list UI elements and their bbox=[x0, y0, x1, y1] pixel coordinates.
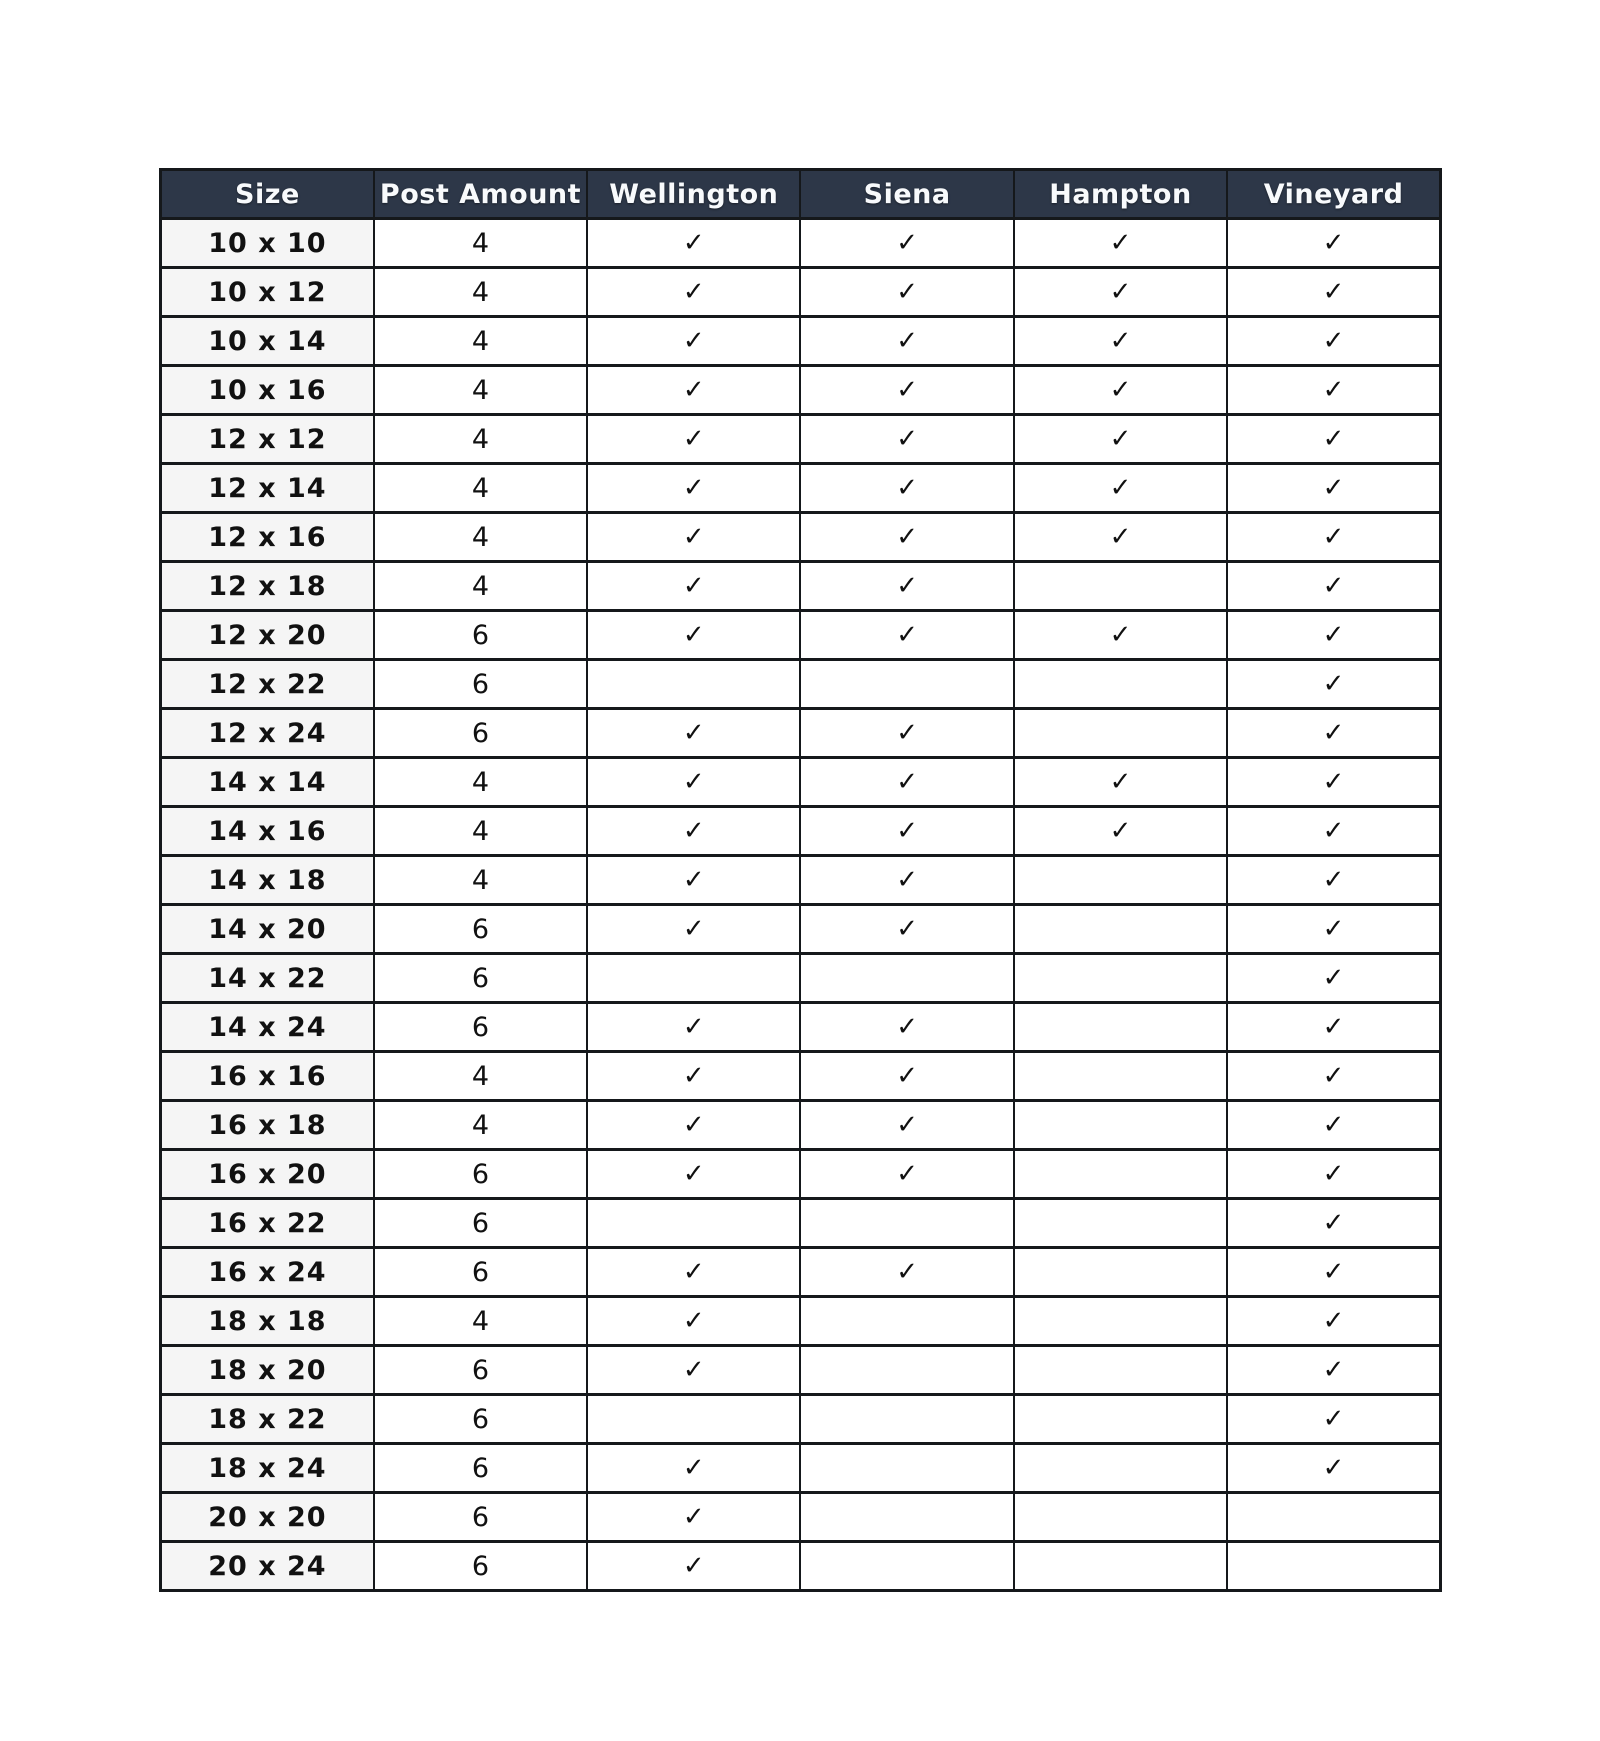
size-cell: 14 x 14 bbox=[161, 758, 374, 807]
siena-availability-cell bbox=[800, 1542, 1013, 1591]
siena-availability-cell bbox=[800, 1444, 1013, 1493]
vineyard-availability-cell: ✓ bbox=[1227, 611, 1440, 660]
hampton-availability-cell bbox=[1014, 562, 1227, 611]
hampton-availability-cell: ✓ bbox=[1014, 513, 1227, 562]
post-amount-cell: 4 bbox=[374, 1052, 587, 1101]
column-header-siena: Siena bbox=[800, 170, 1013, 219]
post-amount-cell: 6 bbox=[374, 1199, 587, 1248]
siena-availability-cell: ✓ bbox=[800, 464, 1013, 513]
vineyard-availability-cell: ✓ bbox=[1227, 807, 1440, 856]
table-row bbox=[161, 1444, 1441, 1493]
siena-availability-cell: ✓ bbox=[800, 758, 1013, 807]
table-body bbox=[161, 219, 1441, 1591]
post-amount-cell: 4 bbox=[374, 219, 587, 268]
vineyard-availability-cell: ✓ bbox=[1227, 1150, 1440, 1199]
vineyard-availability-cell: ✓ bbox=[1227, 758, 1440, 807]
siena-availability-cell bbox=[800, 1395, 1013, 1444]
siena-availability-cell: ✓ bbox=[800, 562, 1013, 611]
table-row bbox=[161, 1395, 1441, 1444]
hampton-availability-cell bbox=[1014, 1297, 1227, 1346]
vineyard-availability-cell: ✓ bbox=[1227, 856, 1440, 905]
table-row bbox=[161, 905, 1441, 954]
table-row bbox=[161, 758, 1441, 807]
size-cell: 12 x 18 bbox=[161, 562, 374, 611]
post-amount-cell: 4 bbox=[374, 562, 587, 611]
vineyard-availability-cell: ✓ bbox=[1227, 219, 1440, 268]
post-amount-cell: 6 bbox=[374, 954, 587, 1003]
column-header-post-amount: Post Amount bbox=[374, 170, 587, 219]
wellington-availability-cell: ✓ bbox=[587, 1493, 800, 1542]
siena-availability-cell: ✓ bbox=[800, 268, 1013, 317]
post-amount-cell: 6 bbox=[374, 1395, 587, 1444]
table-row bbox=[161, 709, 1441, 758]
siena-availability-cell bbox=[800, 1493, 1013, 1542]
wellington-availability-cell: ✓ bbox=[587, 905, 800, 954]
vineyard-availability-cell: ✓ bbox=[1227, 513, 1440, 562]
size-cell: 16 x 22 bbox=[161, 1199, 374, 1248]
vineyard-availability-cell: ✓ bbox=[1227, 709, 1440, 758]
post-amount-cell: 6 bbox=[374, 709, 587, 758]
vineyard-availability-cell: ✓ bbox=[1227, 464, 1440, 513]
vineyard-availability-cell: ✓ bbox=[1227, 562, 1440, 611]
wellington-availability-cell: ✓ bbox=[587, 219, 800, 268]
post-amount-cell: 6 bbox=[374, 660, 587, 709]
size-cell: 12 x 24 bbox=[161, 709, 374, 758]
size-cell: 14 x 24 bbox=[161, 1003, 374, 1052]
size-cell: 20 x 24 bbox=[161, 1542, 374, 1591]
post-amount-cell: 4 bbox=[374, 856, 587, 905]
hampton-availability-cell bbox=[1014, 1395, 1227, 1444]
table-row bbox=[161, 1101, 1441, 1150]
table-header bbox=[161, 170, 1441, 219]
hampton-availability-cell bbox=[1014, 709, 1227, 758]
size-cell: 14 x 20 bbox=[161, 905, 374, 954]
size-cell: 20 x 20 bbox=[161, 1493, 374, 1542]
siena-availability-cell: ✓ bbox=[800, 1248, 1013, 1297]
vineyard-availability-cell: ✓ bbox=[1227, 1444, 1440, 1493]
hampton-availability-cell: ✓ bbox=[1014, 317, 1227, 366]
siena-availability-cell: ✓ bbox=[800, 856, 1013, 905]
siena-availability-cell: ✓ bbox=[800, 219, 1013, 268]
wellington-availability-cell: ✓ bbox=[587, 1346, 800, 1395]
hampton-availability-cell: ✓ bbox=[1014, 807, 1227, 856]
post-amount-cell: 6 bbox=[374, 1542, 587, 1591]
size-cell: 18 x 20 bbox=[161, 1346, 374, 1395]
wellington-availability-cell: ✓ bbox=[587, 709, 800, 758]
wellington-availability-cell: ✓ bbox=[587, 562, 800, 611]
column-header-vineyard: Vineyard bbox=[1227, 170, 1440, 219]
siena-availability-cell: ✓ bbox=[800, 415, 1013, 464]
vineyard-availability-cell: ✓ bbox=[1227, 660, 1440, 709]
size-cell: 18 x 24 bbox=[161, 1444, 374, 1493]
vineyard-availability-cell: ✓ bbox=[1227, 1297, 1440, 1346]
siena-availability-cell: ✓ bbox=[800, 611, 1013, 660]
vineyard-availability-cell: ✓ bbox=[1227, 415, 1440, 464]
vineyard-availability-cell: ✓ bbox=[1227, 1346, 1440, 1395]
size-cell: 12 x 20 bbox=[161, 611, 374, 660]
vineyard-availability-cell: ✓ bbox=[1227, 1248, 1440, 1297]
hampton-availability-cell bbox=[1014, 1248, 1227, 1297]
wellington-availability-cell: ✓ bbox=[587, 758, 800, 807]
size-cell: 12 x 12 bbox=[161, 415, 374, 464]
size-cell: 16 x 16 bbox=[161, 1052, 374, 1101]
hampton-availability-cell: ✓ bbox=[1014, 268, 1227, 317]
table-row bbox=[161, 513, 1441, 562]
vineyard-availability-cell: ✓ bbox=[1227, 268, 1440, 317]
table-row bbox=[161, 807, 1441, 856]
size-cell: 14 x 16 bbox=[161, 807, 374, 856]
size-cell: 16 x 24 bbox=[161, 1248, 374, 1297]
table-row bbox=[161, 219, 1441, 268]
table-row bbox=[161, 1346, 1441, 1395]
vineyard-availability-cell bbox=[1227, 1493, 1440, 1542]
hampton-availability-cell: ✓ bbox=[1014, 415, 1227, 464]
vineyard-availability-cell: ✓ bbox=[1227, 954, 1440, 1003]
size-cell: 16 x 20 bbox=[161, 1150, 374, 1199]
vineyard-availability-cell: ✓ bbox=[1227, 905, 1440, 954]
table-row bbox=[161, 1150, 1441, 1199]
siena-availability-cell: ✓ bbox=[800, 807, 1013, 856]
post-amount-cell: 4 bbox=[374, 415, 587, 464]
siena-availability-cell bbox=[800, 660, 1013, 709]
size-cell: 10 x 10 bbox=[161, 219, 374, 268]
post-amount-cell: 6 bbox=[374, 1248, 587, 1297]
table-row bbox=[161, 954, 1441, 1003]
size-cell: 16 x 18 bbox=[161, 1101, 374, 1150]
size-cell: 18 x 18 bbox=[161, 1297, 374, 1346]
hampton-availability-cell bbox=[1014, 1542, 1227, 1591]
post-amount-cell: 6 bbox=[374, 611, 587, 660]
table-row bbox=[161, 415, 1441, 464]
siena-availability-cell bbox=[800, 1346, 1013, 1395]
table-row bbox=[161, 611, 1441, 660]
size-cell: 12 x 22 bbox=[161, 660, 374, 709]
wellington-availability-cell: ✓ bbox=[587, 366, 800, 415]
hampton-availability-cell bbox=[1014, 1150, 1227, 1199]
siena-availability-cell bbox=[800, 954, 1013, 1003]
siena-availability-cell: ✓ bbox=[800, 513, 1013, 562]
size-cell: 10 x 12 bbox=[161, 268, 374, 317]
post-amount-cell: 6 bbox=[374, 1150, 587, 1199]
hampton-availability-cell bbox=[1014, 1199, 1227, 1248]
wellington-availability-cell: ✓ bbox=[587, 807, 800, 856]
siena-availability-cell: ✓ bbox=[800, 1052, 1013, 1101]
wellington-availability-cell: ✓ bbox=[587, 415, 800, 464]
table-row bbox=[161, 1052, 1441, 1101]
size-cell: 12 x 16 bbox=[161, 513, 374, 562]
size-cell: 10 x 14 bbox=[161, 317, 374, 366]
post-amount-cell: 4 bbox=[374, 317, 587, 366]
hampton-availability-cell: ✓ bbox=[1014, 219, 1227, 268]
vineyard-availability-cell: ✓ bbox=[1227, 1199, 1440, 1248]
siena-availability-cell: ✓ bbox=[800, 905, 1013, 954]
size-cell: 14 x 22 bbox=[161, 954, 374, 1003]
hampton-availability-cell bbox=[1014, 954, 1227, 1003]
vineyard-availability-cell: ✓ bbox=[1227, 366, 1440, 415]
siena-availability-cell: ✓ bbox=[800, 317, 1013, 366]
wellington-availability-cell: ✓ bbox=[587, 268, 800, 317]
vineyard-availability-cell: ✓ bbox=[1227, 317, 1440, 366]
hampton-availability-cell bbox=[1014, 660, 1227, 709]
table-row bbox=[161, 562, 1441, 611]
hampton-availability-cell: ✓ bbox=[1014, 366, 1227, 415]
post-amount-cell: 6 bbox=[374, 905, 587, 954]
table-row bbox=[161, 660, 1441, 709]
hampton-availability-cell bbox=[1014, 1346, 1227, 1395]
wellington-availability-cell: ✓ bbox=[587, 1003, 800, 1052]
wellington-availability-cell: ✓ bbox=[587, 1248, 800, 1297]
post-amount-cell: 4 bbox=[374, 268, 587, 317]
table-row bbox=[161, 1248, 1441, 1297]
table-row bbox=[161, 1199, 1441, 1248]
post-amount-cell: 4 bbox=[374, 1297, 587, 1346]
size-cell: 12 x 14 bbox=[161, 464, 374, 513]
table-row bbox=[161, 317, 1441, 366]
hampton-availability-cell bbox=[1014, 1493, 1227, 1542]
wellington-availability-cell: ✓ bbox=[587, 856, 800, 905]
table-row bbox=[161, 1493, 1441, 1542]
post-amount-cell: 4 bbox=[374, 464, 587, 513]
hampton-availability-cell: ✓ bbox=[1014, 611, 1227, 660]
wellington-availability-cell bbox=[587, 1395, 800, 1444]
siena-availability-cell: ✓ bbox=[800, 1101, 1013, 1150]
post-amount-cell: 6 bbox=[374, 1493, 587, 1542]
hampton-availability-cell bbox=[1014, 905, 1227, 954]
siena-availability-cell: ✓ bbox=[800, 366, 1013, 415]
siena-availability-cell: ✓ bbox=[800, 1003, 1013, 1052]
vineyard-availability-cell: ✓ bbox=[1227, 1101, 1440, 1150]
table-row bbox=[161, 464, 1441, 513]
column-header-size: Size bbox=[161, 170, 374, 219]
vineyard-availability-cell: ✓ bbox=[1227, 1052, 1440, 1101]
post-amount-cell: 6 bbox=[374, 1346, 587, 1395]
wellington-availability-cell: ✓ bbox=[587, 1297, 800, 1346]
hampton-availability-cell: ✓ bbox=[1014, 464, 1227, 513]
wellington-availability-cell: ✓ bbox=[587, 1101, 800, 1150]
size-cell: 10 x 16 bbox=[161, 366, 374, 415]
wellington-availability-cell: ✓ bbox=[587, 1150, 800, 1199]
table-row bbox=[161, 856, 1441, 905]
hampton-availability-cell bbox=[1014, 1444, 1227, 1493]
table-row bbox=[161, 366, 1441, 415]
wellington-availability-cell: ✓ bbox=[587, 317, 800, 366]
table-row bbox=[161, 1003, 1441, 1052]
wellington-availability-cell bbox=[587, 1199, 800, 1248]
column-header-hampton: Hampton bbox=[1014, 170, 1227, 219]
hampton-availability-cell bbox=[1014, 856, 1227, 905]
post-amount-cell: 4 bbox=[374, 758, 587, 807]
wellington-availability-cell: ✓ bbox=[587, 1052, 800, 1101]
pergola-size-availability-table bbox=[159, 168, 1442, 1592]
column-header-wellington: Wellington bbox=[587, 170, 800, 219]
size-cell: 18 x 22 bbox=[161, 1395, 374, 1444]
size-cell: 14 x 18 bbox=[161, 856, 374, 905]
post-amount-cell: 4 bbox=[374, 366, 587, 415]
table-row bbox=[161, 1542, 1441, 1591]
table-row bbox=[161, 268, 1441, 317]
post-amount-cell: 6 bbox=[374, 1003, 587, 1052]
header-row bbox=[161, 170, 1441, 219]
hampton-availability-cell bbox=[1014, 1101, 1227, 1150]
hampton-availability-cell bbox=[1014, 1003, 1227, 1052]
wellington-availability-cell bbox=[587, 660, 800, 709]
post-amount-cell: 6 bbox=[374, 1444, 587, 1493]
wellington-availability-cell: ✓ bbox=[587, 1444, 800, 1493]
post-amount-cell: 4 bbox=[374, 807, 587, 856]
wellington-availability-cell: ✓ bbox=[587, 513, 800, 562]
siena-availability-cell bbox=[800, 1297, 1013, 1346]
vineyard-availability-cell: ✓ bbox=[1227, 1003, 1440, 1052]
siena-availability-cell: ✓ bbox=[800, 1150, 1013, 1199]
wellington-availability-cell: ✓ bbox=[587, 1542, 800, 1591]
hampton-availability-cell bbox=[1014, 1052, 1227, 1101]
vineyard-availability-cell: ✓ bbox=[1227, 1395, 1440, 1444]
post-amount-cell: 4 bbox=[374, 513, 587, 562]
wellington-availability-cell: ✓ bbox=[587, 611, 800, 660]
wellington-availability-cell bbox=[587, 954, 800, 1003]
wellington-availability-cell: ✓ bbox=[587, 464, 800, 513]
siena-availability-cell bbox=[800, 1199, 1013, 1248]
siena-availability-cell: ✓ bbox=[800, 709, 1013, 758]
vineyard-availability-cell bbox=[1227, 1542, 1440, 1591]
hampton-availability-cell: ✓ bbox=[1014, 758, 1227, 807]
post-amount-cell: 4 bbox=[374, 1101, 587, 1150]
table-row bbox=[161, 1297, 1441, 1346]
